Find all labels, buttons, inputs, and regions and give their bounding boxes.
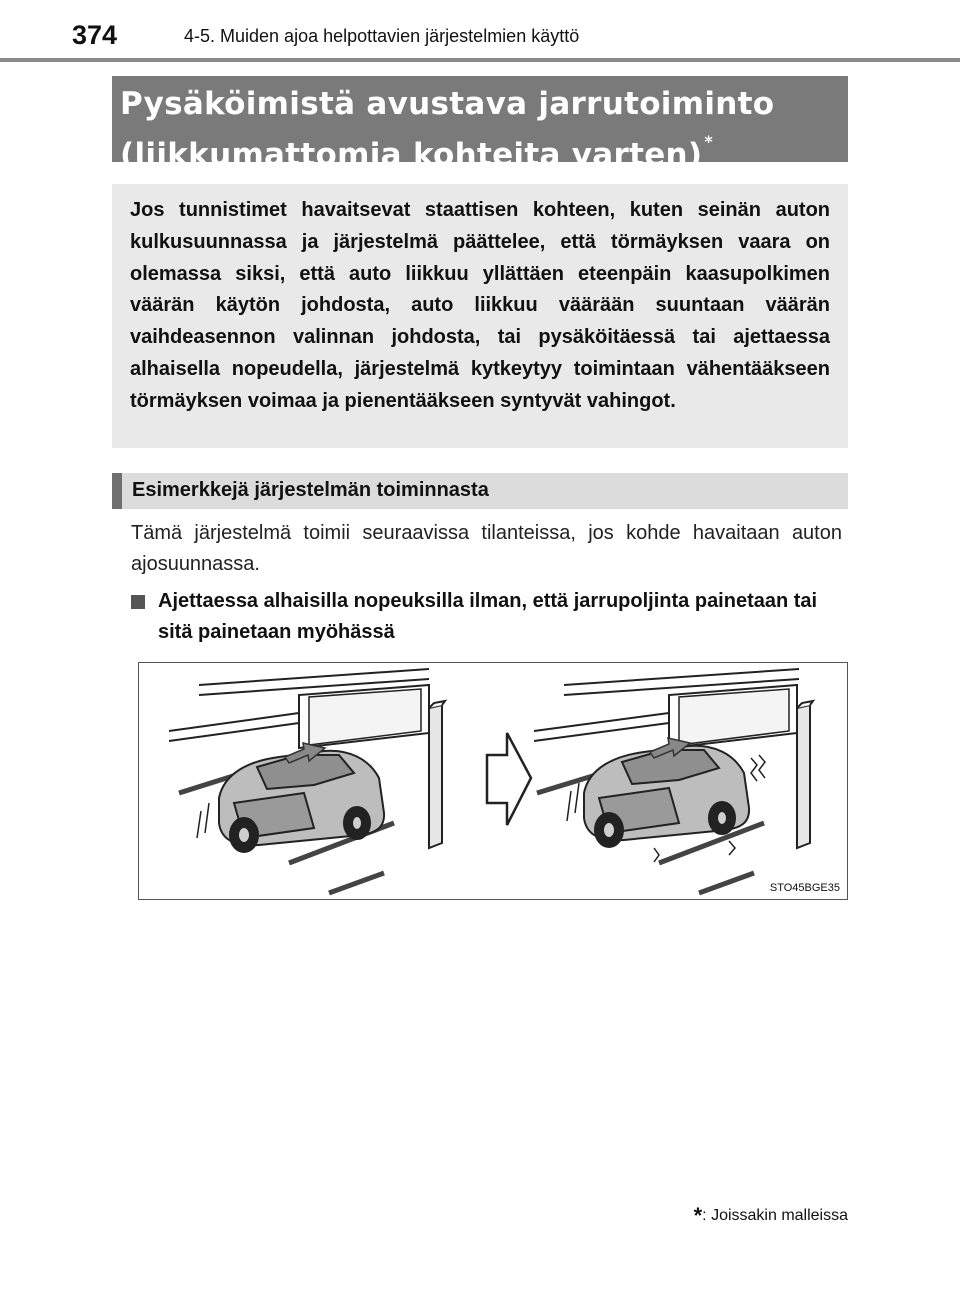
section-title	[120, 85, 840, 174]
left-scene	[169, 669, 445, 893]
header-rule	[0, 58, 960, 62]
bullet-item	[131, 586, 848, 648]
examples-body-text: Tämä järjestelmä toimii seuraavissa tilanteissa, jos kohde havaitaan auton ajosuunnassa.	[131, 522, 842, 575]
bullet-square-icon	[131, 595, 145, 609]
arrow-right-icon	[487, 733, 531, 825]
footnote-asterisk-icon: *	[693, 1203, 703, 1228]
chapter-title: 4-5. Muiden ajoa helpottavien järjestelmien käyttö	[184, 26, 580, 46]
right-scene	[534, 669, 813, 893]
title-footnote-marker: *	[704, 132, 714, 151]
examples-heading: Esimerkkejä järjestelmän toiminnasta	[112, 473, 848, 509]
footnote	[694, 1203, 848, 1229]
illustration-drawing	[139, 663, 846, 898]
section-title-line2: (liikkumattomia kohteita varten)	[120, 137, 703, 173]
figure-code: STO45BGE35	[769, 882, 840, 894]
intro-box	[112, 184, 848, 448]
section-title-line1: Pysäköimistä avustava jarrutoiminto	[120, 86, 775, 122]
section-title-box	[112, 76, 848, 173]
wall-icon	[199, 669, 429, 685]
page-number: 374	[72, 20, 118, 50]
page-header	[0, 0, 960, 60]
footnote-text: : Joissakin malleissa	[702, 1207, 848, 1224]
bullet-text: Ajettaessa alhaisilla nopeuksilla ilman, että jarrupoljinta painetaan tai sitä painetaan myöhässä	[158, 590, 818, 643]
intro-text: Jos tunnistimet havaitsevat staattisen kohteen, kuten seinän auton kulkusuunnassa ja järjestelmä päättelee, että törmäyksen vaara on olemassa siksi, että auto liikkuu yllättäen eteenpäin kaasupolkimen väärän käytön johdosta, auto liikkuu väärään suuntaan väärän vaihdeasennon valinnan johdosta, tai pysäköitäessä tai ajettaessa alhaisella nopeudella, järjestelmä kytkeytyy toimintaan vähentääkseen törmäyksen voimaa ja pienentääkseen syntyvät vahingot.	[130, 199, 830, 412]
illustration-figure	[138, 662, 848, 900]
